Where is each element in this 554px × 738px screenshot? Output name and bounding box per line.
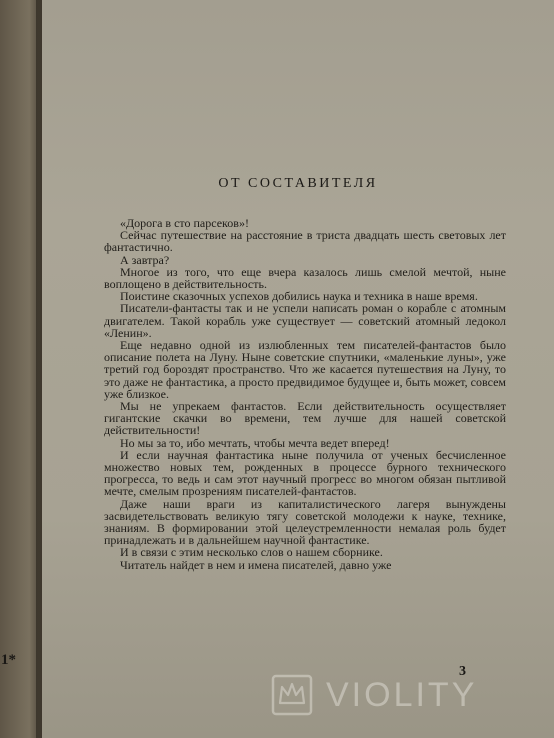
paragraph: Сейчас путешествие на расстояние в триста двадцать шесть световых лет фантастично. [104,228,506,255]
paragraph: Поистине сказочных успехов добились наука и техника в наше время. [120,289,478,304]
paragraph: Но мы за то, ибо мечтать, чтобы мечта ведет вперед! [120,435,390,450]
signature-mark: 1* [1,652,16,668]
paragraph: И в связи с этим несколько слов о нашем сборнике. [120,545,383,560]
paragraph: Читатель найдет в нем и имена писателей, давно уже [120,557,392,572]
book-page [42,0,554,738]
paragraph: Даже наши враги из капиталистического лагеря вынуждены засвидетельствовать великую тягу советской молодежи к науке, технике, знаниям. В формировании этой целеустремленности немалая роль будет принадлежать и в дальнейшем научной фантастике. [104,496,506,548]
body-text [104,217,506,571]
paragraph: Мы не упрекаем фантастов. Если действительность осуществляет гигантские скачки во времени, тем лучше для нашей советской действительности! [104,399,506,438]
paragraph: Еще недавно одной из излюбленных тем писателей-фантастов было описание полета на Луну. Ныне советские спутники, «маленькие луны», уже третий год бороздят пространство. Что же касается путешествия на Луну, то это даже не фантастика, а просто предвидимое будущее и, быть может, совсем уже близкое. [104,338,506,401]
paragraph: А завтра? [120,252,170,267]
page-heading: ОТ СОСТАВИТЕЛЯ [218,176,378,191]
paragraph: «Дорога в сто парсеков»! [120,216,249,230]
paragraph: Писатели-фантасты так и не успели написать роман о корабле с атомным двигателем. Такой корабль уже существует — советский атомный ледокол «Ленин». [104,301,506,340]
watermark [270,670,540,720]
crown-logo-icon [270,673,314,717]
watermark-text: VIOLITY [326,675,478,714]
paragraph: И если научная фантастика ныне получила от ученых бесчисленное множество новых тем, рожденных в процессе бурного технического прогресса, то ведь и сам этот научный прогресс во многом обязан пытливой мечте, смелым прозрениям писателей-фантастов. [104,447,506,499]
page-number: 3 [459,664,466,679]
paragraph: Многое из того, что еще вчера казалось лишь смелой мечтой, ныне воплощено в действительность. [104,264,506,292]
